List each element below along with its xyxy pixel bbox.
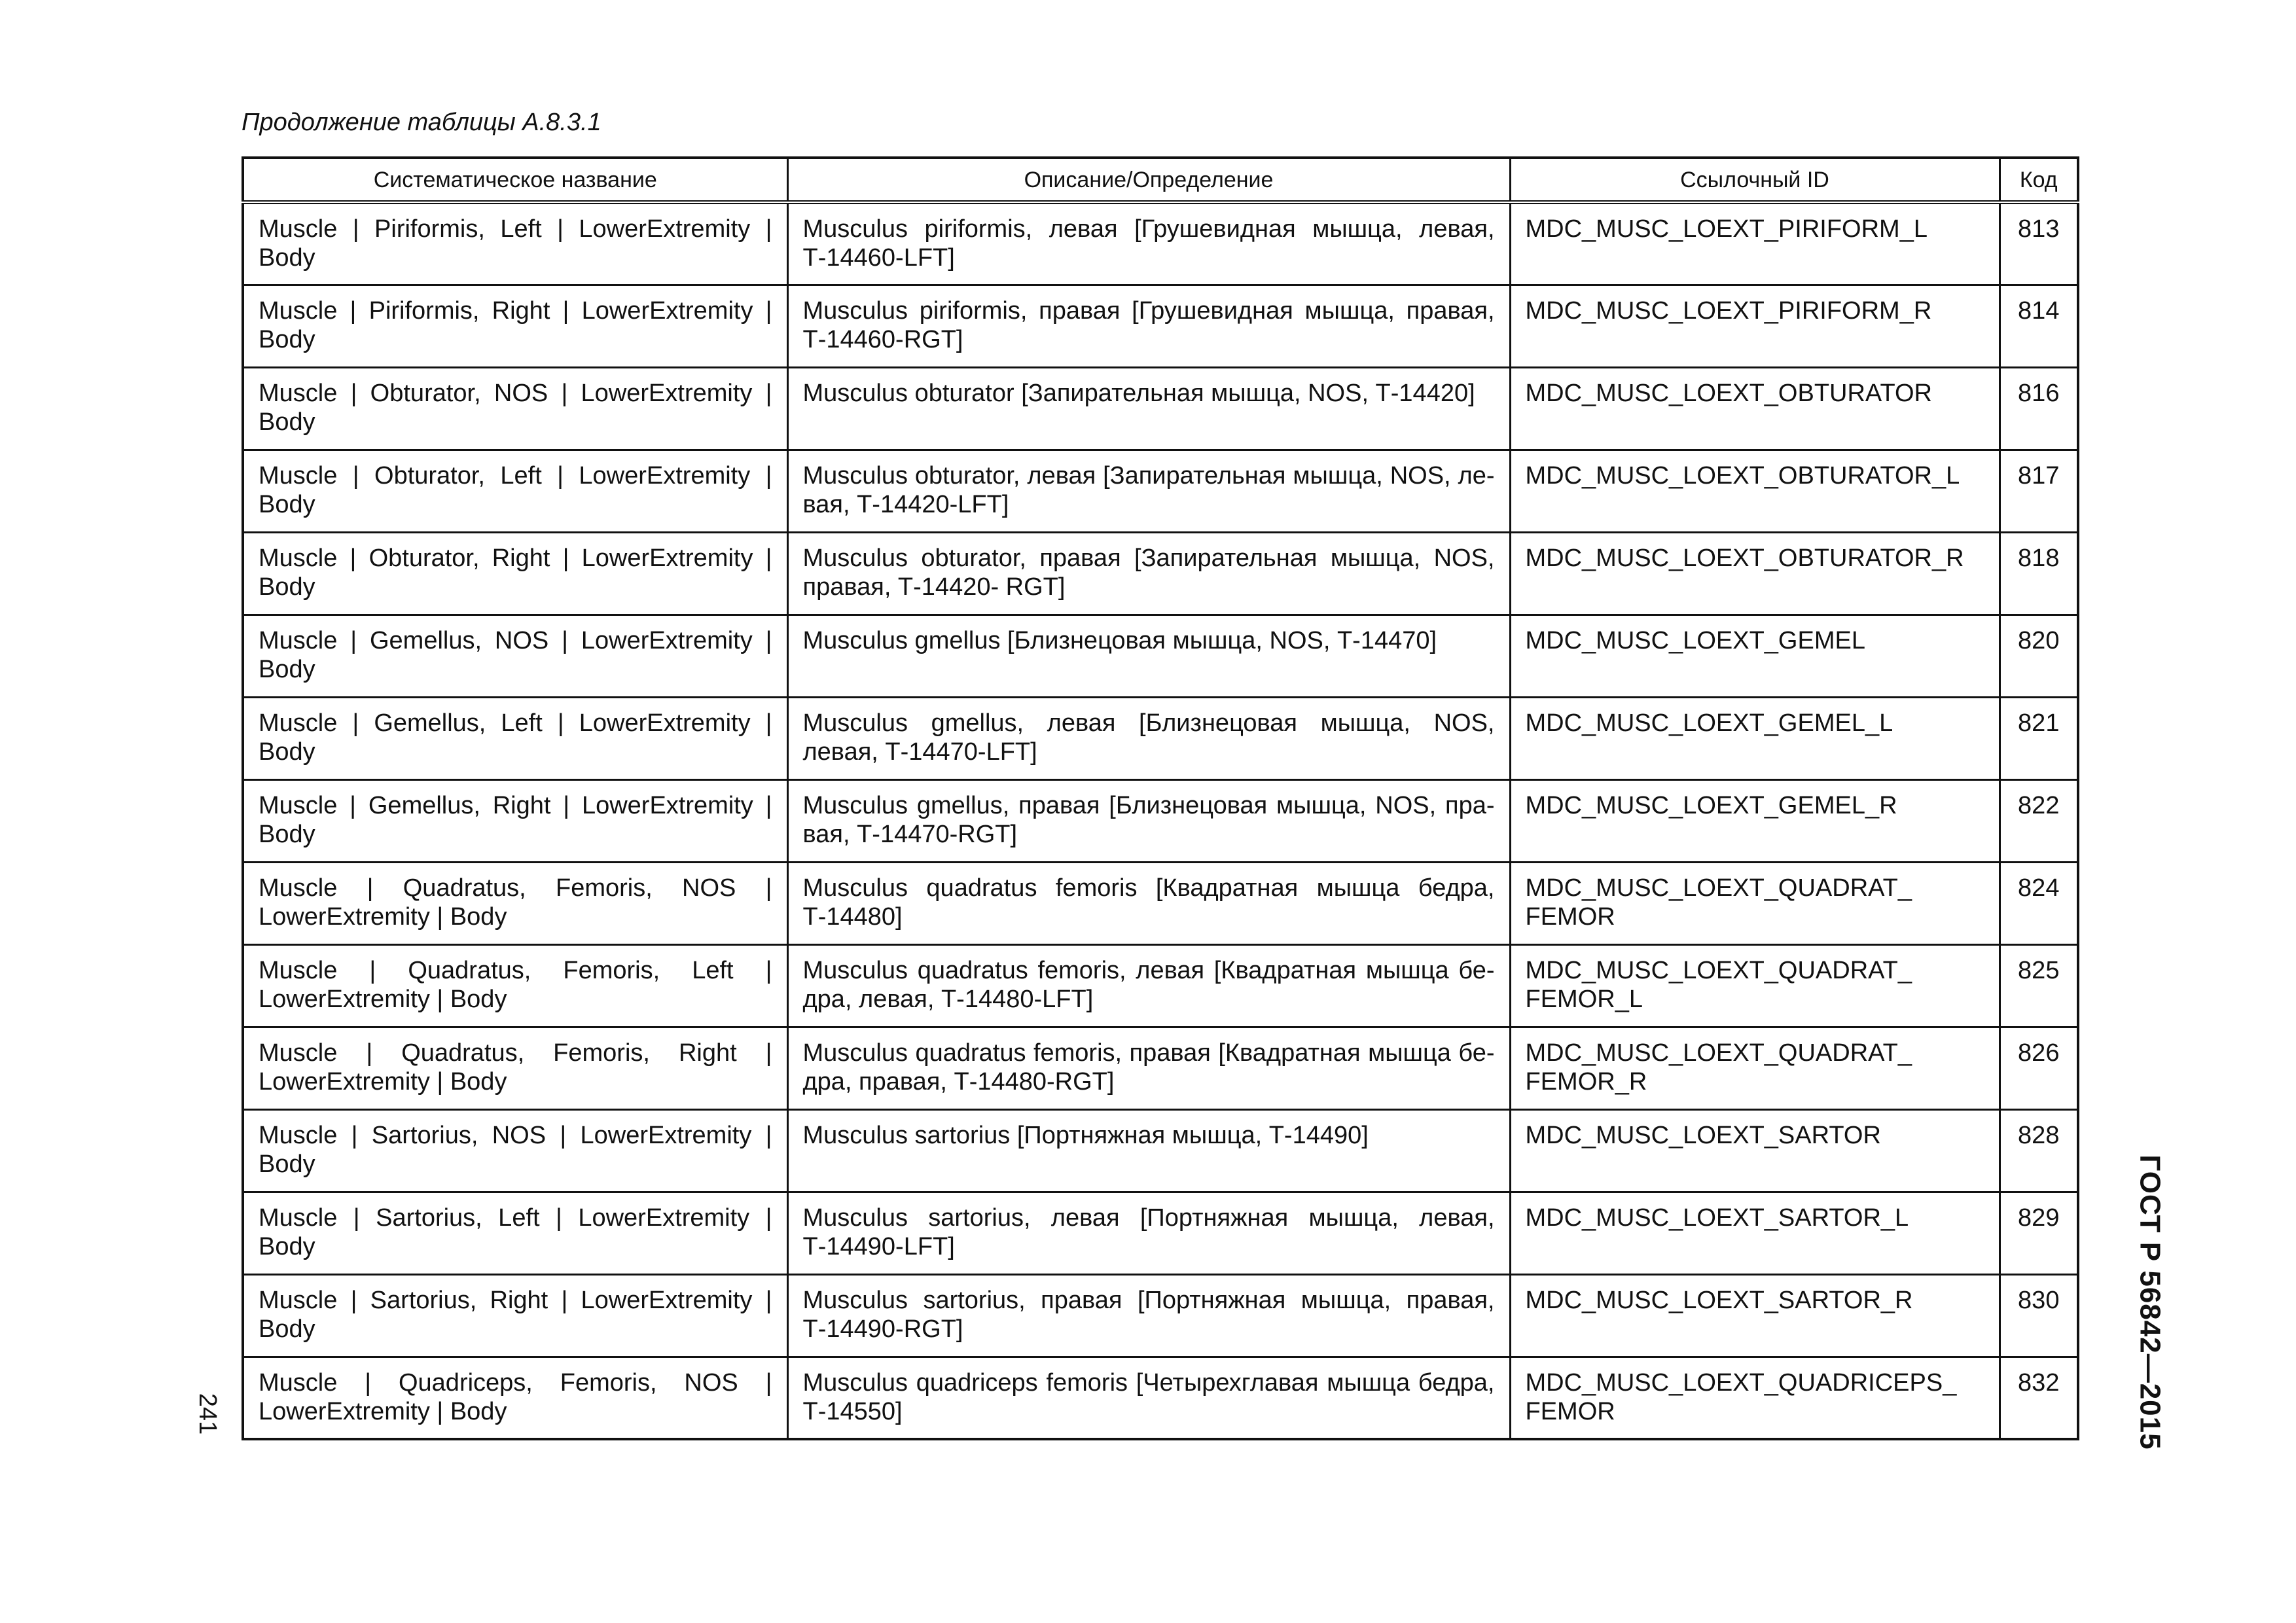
table-caption: Продолжение таблицы А.8.3.1 [242, 109, 601, 136]
cell-code: 826 [2000, 1027, 2078, 1109]
cell-code: 816 [2000, 367, 2078, 450]
cell-systematic-name: Muscle | Sartorius, Left | LowerExtremity | Body [243, 1192, 787, 1274]
table-row [243, 862, 2078, 944]
cell-systematic-name: Muscle | Gemellus, Left | LowerExtremity | Body [243, 697, 787, 779]
cell-reference-id: MDC_MUSC_LOEXT_OBTURATOR_R [1510, 532, 2000, 615]
cell-code: 814 [2000, 285, 2078, 367]
cell-code: 832 [2000, 1357, 2078, 1439]
cell-systematic-name: Muscle | Piriformis, Right | LowerExtremity | Body [243, 285, 787, 367]
cell-systematic-name: Muscle | Obturator, NOS | LowerExtremity | Body [243, 367, 787, 450]
table-row [243, 1274, 2078, 1357]
cell-systematic-name: Muscle | Quadratus, Femoris, NOS | LowerExtremity | Body [243, 862, 787, 944]
header-code: Код [2000, 158, 2078, 202]
cell-reference-id: MDC_MUSC_LOEXT_QUADRAT_ FEMOR_R [1510, 1027, 2000, 1109]
cell-code: 825 [2000, 944, 2078, 1027]
cell-description: Musculus obturator [Запирательная мышца, NOS, Т-14420] [787, 367, 1510, 450]
table-row [243, 450, 2078, 532]
cell-code: 824 [2000, 862, 2078, 944]
cell-description: Musculus obturator, правая [Запирательная мышца, NOS, правая, Т-14420- RGT] [787, 532, 1510, 615]
cell-code: 830 [2000, 1274, 2078, 1357]
cell-reference-id: MDC_MUSC_LOEXT_GEMEL_R [1510, 779, 2000, 862]
cell-systematic-name: Muscle | Quadriceps, Femoris, NOS | LowerExtremity | Body [243, 1357, 787, 1439]
cell-systematic-name: Muscle | Gemellus, Right | LowerExtremity | Body [243, 779, 787, 862]
cell-code: 818 [2000, 532, 2078, 615]
page-number-text: 241 [194, 1393, 222, 1435]
cell-description: Musculus quadriceps femoris [Четырехглавая мышца бедра, Т-14550] [787, 1357, 1510, 1439]
cell-reference-id: MDC_MUSC_LOEXT_SARTOR_R [1510, 1274, 2000, 1357]
cell-description: Musculus piriformis, левая [Грушевидная мышца, левая, Т-14460-LFT] [787, 202, 1510, 285]
cell-reference-id: MDC_MUSC_LOEXT_PIRIFORM_R [1510, 285, 2000, 367]
cell-description: Musculus quadratus femoris [Квадратная мышца бедра, Т-14480] [787, 862, 1510, 944]
table-row [243, 1357, 2078, 1439]
cell-description: Musculus gmellus, правая [Близнецовая мышца, NOS, правая, Т-14470-RGT] [787, 779, 1510, 862]
cell-reference-id: MDC_MUSC_LOEXT_GEMEL [1510, 615, 2000, 697]
cell-description: Musculus obturator, левая [Запирательная мышца, NOS, левая, Т-14420-LFT] [787, 450, 1510, 532]
cell-reference-id: MDC_MUSC_LOEXT_QUADRAT_ FEMOR_L [1510, 944, 2000, 1027]
table-row [243, 1109, 2078, 1192]
cell-code: 828 [2000, 1109, 2078, 1192]
cell-code: 820 [2000, 615, 2078, 697]
cell-reference-id: MDC_MUSC_LOEXT_QUADRICEPS_ FEMOR [1510, 1357, 2000, 1439]
cell-systematic-name: Muscle | Sartorius, NOS | LowerExtremity | Body [243, 1109, 787, 1192]
table-row [243, 615, 2078, 697]
cell-description: Musculus gmellus [Близнецовая мышца, NOS, Т-14470] [787, 615, 1510, 697]
table-row [243, 1192, 2078, 1274]
cell-systematic-name: Muscle | Piriformis, Left | LowerExtremity | Body [243, 202, 787, 285]
cell-code: 817 [2000, 450, 2078, 532]
cell-description: Musculus quadratus femoris, левая [Квадратная мышца бедра, левая, Т-14480-LFT] [787, 944, 1510, 1027]
cell-systematic-name: Muscle | Sartorius, Right | LowerExtremity | Body [243, 1274, 787, 1357]
muscle-code-table [242, 156, 2079, 1440]
cell-reference-id: MDC_MUSC_LOEXT_PIRIFORM_L [1510, 202, 2000, 285]
cell-reference-id: MDC_MUSC_LOEXT_GEMEL_L [1510, 697, 2000, 779]
cell-reference-id: MDC_MUSC_LOEXT_QUADRAT_ FEMOR [1510, 862, 2000, 944]
cell-reference-id: MDC_MUSC_LOEXT_OBTURATOR_L [1510, 450, 2000, 532]
cell-systematic-name: Muscle | Quadratus, Femoris, Left | LowerExtremity | Body [243, 944, 787, 1027]
page-number [191, 1374, 224, 1453]
table-row [243, 944, 2078, 1027]
table-row [243, 532, 2078, 615]
table-row [243, 779, 2078, 862]
cell-description: Musculus gmellus, левая [Близнецовая мышца, NOS, левая, Т-14470-LFT] [787, 697, 1510, 779]
cell-description: Musculus quadratus femoris, правая [Квадратная мышца бедра, правая, Т-14480-RGT] [787, 1027, 1510, 1109]
table-row [243, 285, 2078, 367]
cell-description: Musculus piriformis, правая [Грушевидная мышца, правая, Т-14460-RGT] [787, 285, 1510, 367]
table-row [243, 202, 2078, 285]
cell-code: 822 [2000, 779, 2078, 862]
standard-designation-text: ГОСТ Р 56842—2015 [2134, 1154, 2166, 1450]
table-header-row [243, 158, 2078, 202]
header-description: Описание/Определение [787, 158, 1510, 202]
table-row [243, 367, 2078, 450]
standard-designation [2130, 1154, 2170, 1450]
cell-reference-id: MDC_MUSC_LOEXT_SARTOR_L [1510, 1192, 2000, 1274]
cell-reference-id: MDC_MUSC_LOEXT_SARTOR [1510, 1109, 2000, 1192]
header-reference-id: Ссылочный ID [1510, 158, 2000, 202]
cell-code: 821 [2000, 697, 2078, 779]
table-row [243, 1027, 2078, 1109]
table-row [243, 697, 2078, 779]
cell-systematic-name: Muscle | Quadratus, Femoris, Right | LowerExtremity | Body [243, 1027, 787, 1109]
cell-systematic-name: Muscle | Obturator, Left | LowerExtremity | Body [243, 450, 787, 532]
cell-code: 829 [2000, 1192, 2078, 1274]
cell-systematic-name: Muscle | Gemellus, NOS | LowerExtremity | Body [243, 615, 787, 697]
header-systematic-name: Систематическое название [243, 158, 787, 202]
cell-description: Musculus sartorius, правая [Портняжная мышца, правая, Т-14490-RGT] [787, 1274, 1510, 1357]
cell-code: 813 [2000, 202, 2078, 285]
cell-systematic-name: Muscle | Obturator, Right | LowerExtremity | Body [243, 532, 787, 615]
cell-reference-id: MDC_MUSC_LOEXT_OBTURATOR [1510, 367, 2000, 450]
cell-description: Musculus sartorius [Портняжная мышца, Т-14490] [787, 1109, 1510, 1192]
cell-description: Musculus sartorius, левая [Портняжная мышца, левая, Т-14490-LFT] [787, 1192, 1510, 1274]
